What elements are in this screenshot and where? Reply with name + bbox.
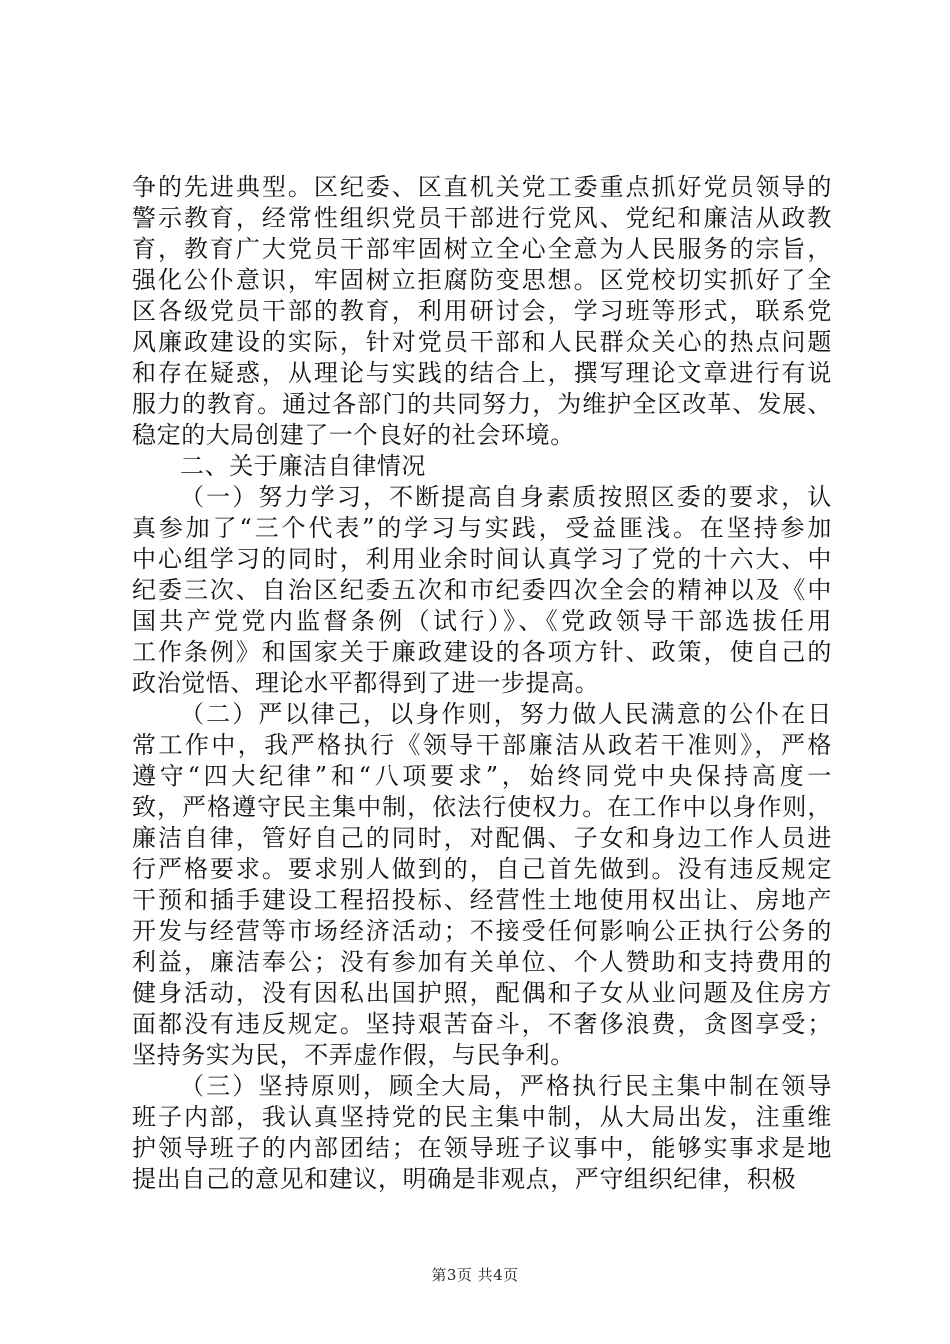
text-line: 政治觉悟、理论水平都得到了进一步提高。: [132, 669, 600, 697]
text-line: 行严格要求。要求别人做到的，自己首先做到。没有违反规定: [132, 855, 832, 883]
text-line: 稳定的大局创建了一个良好的社会环境。: [132, 421, 575, 449]
text-line: 干预和插手建设工程招投标、经营性土地使用权出让、房地产: [132, 886, 832, 914]
text-line: 育，教育广大党员干部牢固树立全心全意为人民服务的宗旨，: [132, 235, 832, 263]
text-line: 强化公仆意识，牢固树立拒腐防变思想。区党校切实抓好了全: [132, 266, 832, 294]
text-line: 开发与经营等市场经济活动；不接受任何影响公正执行公务的: [132, 917, 832, 945]
text-line: 遵守“四大纪律”和“八项要求”，始终同党中央保持高度一: [132, 762, 832, 790]
text-line: 廉洁自律，管好自己的同时，对配偶、子女和身边工作人员进: [132, 824, 832, 852]
text-line: 服力的教育。通过各部门的共同努力，为维护全区改革、发展、: [132, 390, 832, 418]
text-line: 警示教育，经常性组织党员干部进行党风、党纪和廉洁从政教: [132, 204, 832, 232]
text-line: 面都没有违反规定。坚持艰苦奋斗，不奢侈浪费，贪图享受；: [132, 1010, 832, 1038]
paragraph-start-line: （三）坚持原则，顾全大局，严格执行民主集中制在领导: [180, 1072, 832, 1100]
text-line: 致，严格遵守民主集中制，依法行使权力。在工作中以身作则，: [132, 793, 832, 821]
text-line: 中心组学习的同时，利用业余时间认真学习了党的十六大、中: [132, 545, 832, 573]
text-line: 真参加了“三个代表”的学习与实践，受益匪浅。在坚持参加: [132, 514, 832, 542]
text-line: 常工作中，我严格执行《领导干部廉洁从政若干准则》，严格: [132, 731, 832, 759]
text-line: 健身活动，没有因私出国护照，配偶和子女从业问题及住房方: [132, 979, 832, 1007]
page-footer: 第3页 共4页: [431, 1266, 519, 1284]
paragraph-start-line: （二）严以律己，以身作则，努力做人民满意的公仆在日: [180, 700, 832, 728]
document-body: [132, 172, 832, 1195]
text-line: 国共产党党内监督条例（试行）》、《党政领导干部选拔任用: [132, 607, 832, 635]
text-line: 坚持务实为民，不弄虚作假，与民争利。: [132, 1041, 575, 1069]
text-line: 和存在疑惑，从理论与实践的结合上，撰写理论文章进行有说: [132, 359, 832, 387]
text-line: 护领导班子的内部团结；在领导班子议事中，能够实事求是地: [132, 1134, 832, 1162]
text-line: 利益，廉洁奉公；没有参加有关单位、个人赞助和支持费用的: [132, 948, 832, 976]
text-line: 班子内部，我认真坚持党的民主集中制，从大局出发，注重维: [132, 1103, 832, 1131]
text-line: 争的先进典型。区纪委、区直机关党工委重点抓好党员领导的: [132, 173, 832, 201]
text-line: 工作条例》和国家关于廉政建设的各项方针、政策，使自己的: [132, 638, 832, 666]
text-line: 风廉政建设的实际，针对党员干部和人民群众关心的热点问题: [132, 328, 832, 356]
text-line: 区各级党员干部的教育，利用研讨会，学习班等形式，联系党: [132, 297, 832, 325]
text-line: 纪委三次、自治区纪委五次和市纪委四次全会的精神以及《中: [132, 576, 832, 604]
paragraph-start-line: （一）努力学习，不断提高自身素质按照区委的要求，认: [180, 483, 832, 511]
text-line: 提出自己的意见和建议，明确是非观点，严守组织纪律，积极: [132, 1165, 797, 1193]
paragraph-start-line: 二、关于廉洁自律情况: [180, 452, 426, 480]
